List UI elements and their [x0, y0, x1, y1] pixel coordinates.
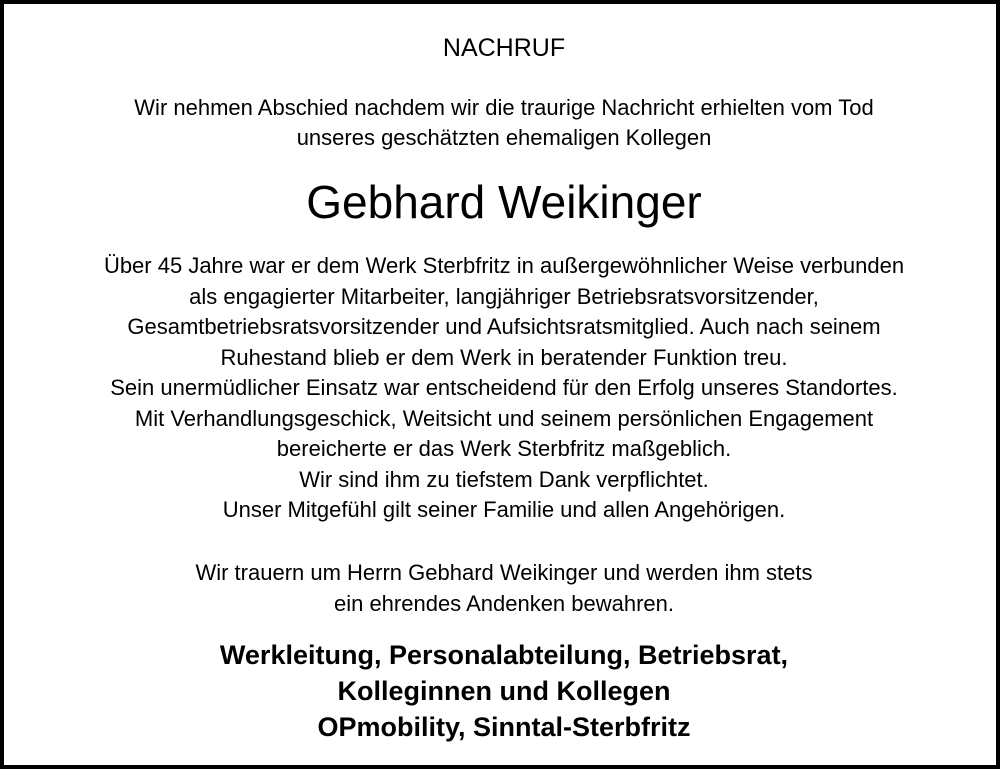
body-line: als engagierter Mitarbeiter, langjähriger Betriebsratsvorsitzender,: [189, 284, 819, 309]
body-line: Über 45 Jahre war er dem Werk Sterbfritz in außergewöhnlicher Weise verbunden: [103, 253, 905, 278]
body-line: Sein unermüdlicher Einsatz war entscheidend für den Erfolg unseres Standortes.: [110, 375, 898, 400]
body-line: Gesamtbetriebsratsvorsitzender und Aufsichtsratsmitglied. Auch nach seinem: [127, 314, 881, 339]
memorial-line: Wir trauern um Herrn Gebhard Weikinger und werden ihm stets: [195, 560, 813, 585]
intro-line: unseres geschätzten ehemaligen Kollegen: [296, 125, 712, 150]
memorial-line: ein ehrendes Andenken bewahren.: [333, 591, 675, 616]
deceased-name: Gebhard Weikinger: [306, 176, 702, 228]
signature-line: OPmobility, Sinntal-Sterbfritz: [317, 712, 691, 742]
body-line: Ruhestand blieb er dem Werk in beratender Funktion treu.: [220, 345, 788, 370]
notice-heading: NACHRUF: [442, 34, 566, 62]
body-line: Mit Verhandlungsgeschick, Weitsicht und seinem persönlichen Engagement: [134, 406, 874, 431]
signature-line: Werkleitung, Personalabteilung, Betriebsrat,: [219, 640, 789, 670]
signature-line: Kolleginnen und Kollegen: [337, 676, 671, 706]
body-line: Wir sind ihm zu tiefstem Dank verpflichtet.: [299, 467, 709, 492]
body-line: Unser Mitgefühl gilt seiner Familie und allen Angehörigen.: [222, 497, 786, 522]
intro-line: Wir nehmen Abschied nachdem wir die traurige Nachricht erhielten vom Tod: [134, 95, 874, 120]
body-line: bereicherte er das Werk Sterbfritz maßgeblich.: [276, 436, 732, 461]
